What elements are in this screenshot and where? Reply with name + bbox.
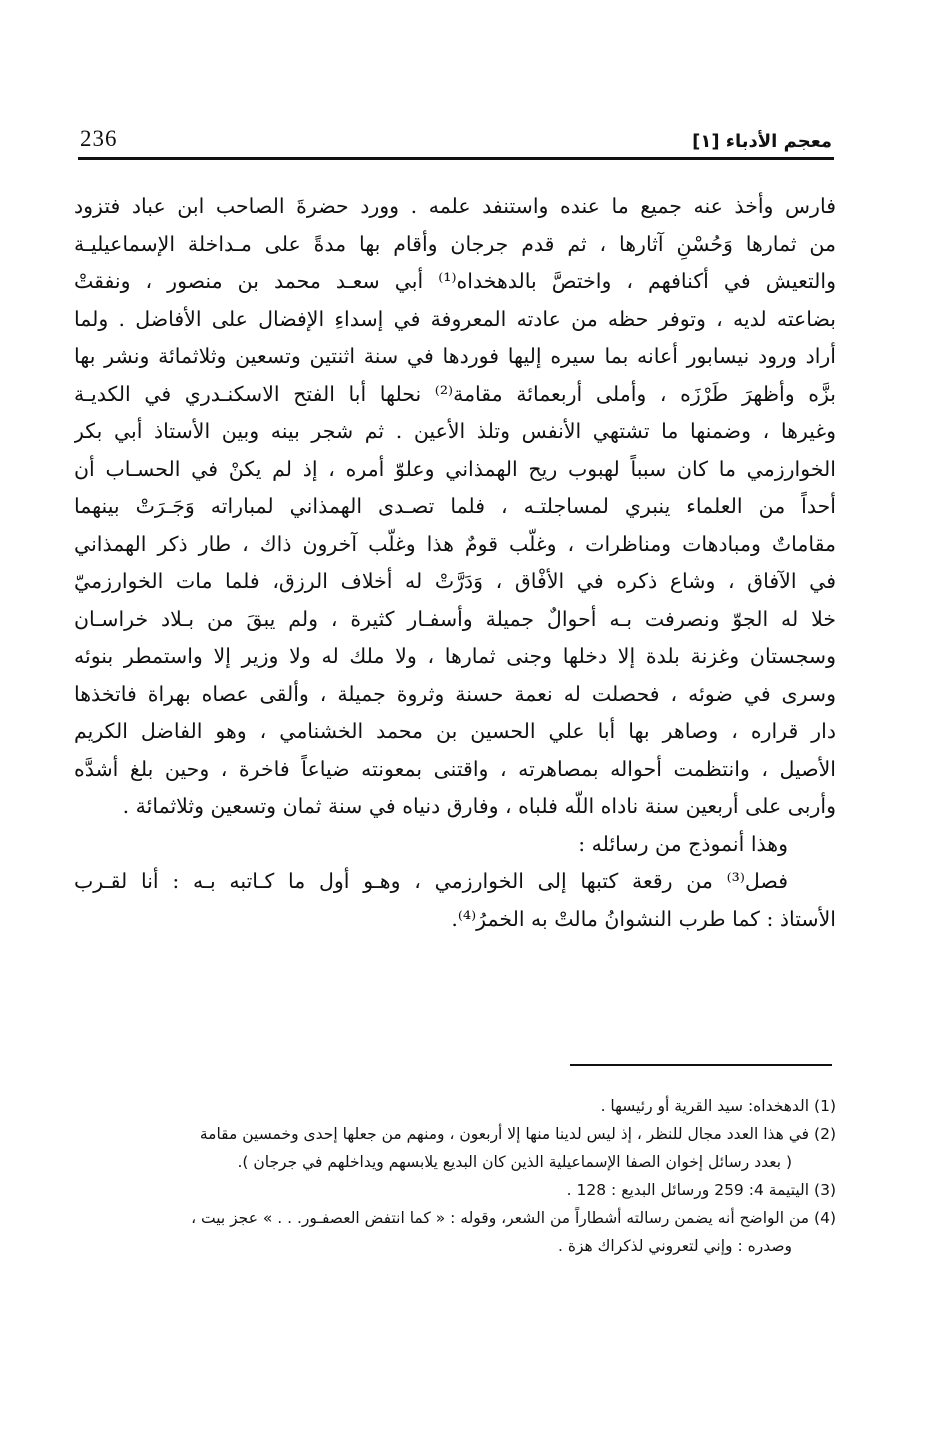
body-line: أحداً من العلماء ينبري لمساجلتـه ، فلما تصـدى الهمذاني لمباراته وَجَـرَتْ بينهما — [74, 494, 836, 518]
page-header — [80, 112, 832, 152]
footnote-line: (3) اليتيمة 4: 259 ورسائل البديع : 128 . — [566, 1181, 836, 1199]
body-line: فارس وأخذ عنه جميع ما عنده واستنفد علمه . وورد حضرةَ الصاحب ابن عباد فتزود — [74, 194, 836, 218]
footnote-3 — [74, 1176, 836, 1204]
fasl-line: فصل⁽³⁾ من رقعة كتبها إلى الخوارزمي ، وهـو أول ما كـاتبه بـه : أنا لقـرب — [74, 869, 788, 893]
body-line: بضاعته لديه ، وتوفر حظه من عادته المعروفة في إسداءِ الإفضال على الأفاضل . ولما — [74, 306, 836, 331]
running-title: معجم الأدباء [١] — [692, 131, 832, 152]
body-line: وأربى على أربعين سنة ناداه اللّه فلباه ، وفارق دنياه في سنة ثمان وتسعين وثلاثمائة . — [122, 794, 836, 818]
footnote-line: (4) من الواضح أنه يضمن رسالته أشطاراً من الشعر، وقوله : « كما انتفض العصفـور. . . » عجز بيت ، — [191, 1209, 836, 1227]
footnote-line: وصدره : وإني لتعروني لذكراك هزة . — [558, 1237, 792, 1255]
footnote-line: (1) الدهخداه: سيد القرية أو رئيسها . — [600, 1097, 836, 1115]
body-line: من ثمارها وَحُسْنِ آثارها ، ثم قدم جرجان وأقام بها مدةً على مـداخلة الإسماعيليـة — [74, 231, 836, 256]
body-line: وغيرها ، وضمنها ما تشتهي الأنفس وتلذ الأعين . ثم شجر بينه وبين الأستاذ أبي بكر — [74, 419, 836, 443]
intro-line: وهذا أنموذج من رسائله : — [578, 831, 788, 856]
footnote-line: (2) في هذا العدد مجال للنظر ، إذ ليس لدينا منها إلا أربعون ، ومنهم من جعلها إحدى وخمسين مقامة — [199, 1125, 836, 1143]
footnotes — [74, 1092, 836, 1260]
footnote-rule — [570, 1064, 832, 1066]
footnote-4 — [74, 1204, 836, 1260]
body-line: دار قراره ، وصاهر بها أبا علي الحسين بن محمد الخشنامي ، وهو الفاضل الكريم — [74, 719, 836, 743]
body-line: بزَّه وأظهرَ طَرْزَه ، وأملى أربعمائة مقامة⁽²⁾ نحلها أبا الفتح الاسكنـدري في الكديـة — [74, 381, 836, 406]
body-line: خلا له الجوّ ونصرفت بـه أحوالٌ جميلة وأسفـار كثيرة ، ولم يبقَ من بـلاد خراسـان — [74, 606, 836, 631]
body-line: مقاماتٌ ومبادهات ومناظرات ، وغلّب قومٌ هذا وغلّب آخرون ذاك ، طار ذكر الهمذاني — [74, 531, 836, 556]
body-line: والتعيش في أكنافهم ، واختصَّ بالدهخداه⁽¹⁾ أبي سعـد محمد بن منصور ، ونفقتْ — [74, 269, 836, 293]
page-number: 236 — [80, 126, 118, 151]
header-rule — [78, 157, 834, 160]
body-line: الأصيل ، وانتظمت أحواله بمصاهرته ، واقتنى بمعونته ضياعاً فاخرة ، وحين بلغ أشدَّه — [74, 756, 836, 781]
body-line: الخوارزمي ما كان سبباً لهبوب ريح الهمذاني وعلوّ أمره ، إذ لم يكنْ في الحسـاب أن — [74, 456, 836, 481]
body-line: وسجستان وغزنة بلدة إلا دخلها وجنى ثمارها ، ولا ملك له ولا وزير إلا واستمطر بنوئه — [74, 644, 836, 668]
body-line: أراد ورود نيسابور أعانه بما سيره إليها فوردها في سنة اثنتين وتسعين وثلاثمائة ونشر بها — [74, 344, 836, 368]
fasl-line: الأستاذ : كما طرب النشوانُ مالتْ به الخمرُ⁽⁴⁾. — [451, 906, 836, 931]
footnote-1 — [74, 1092, 836, 1120]
footnote-line: ( بعدد رسائل إخوان الصفا الإسماعيلية الذين كان البديع يلابسهم ويداخلهم في جرجان ). — [237, 1153, 792, 1171]
body-line: في الآفاق ، وشاع ذكره في الأفْاق ، وَدَرَّتْ له أخلاف الرزق، فلما مات الخوارزميّ — [74, 569, 836, 593]
footnote-2 — [74, 1120, 836, 1176]
body-text — [74, 188, 836, 938]
body-line: وسرى في ضوئه ، فحصلت له نعمة حسنة وثروة جميلة ، وألقى عصاه بهراة فاتخذها — [74, 681, 836, 706]
